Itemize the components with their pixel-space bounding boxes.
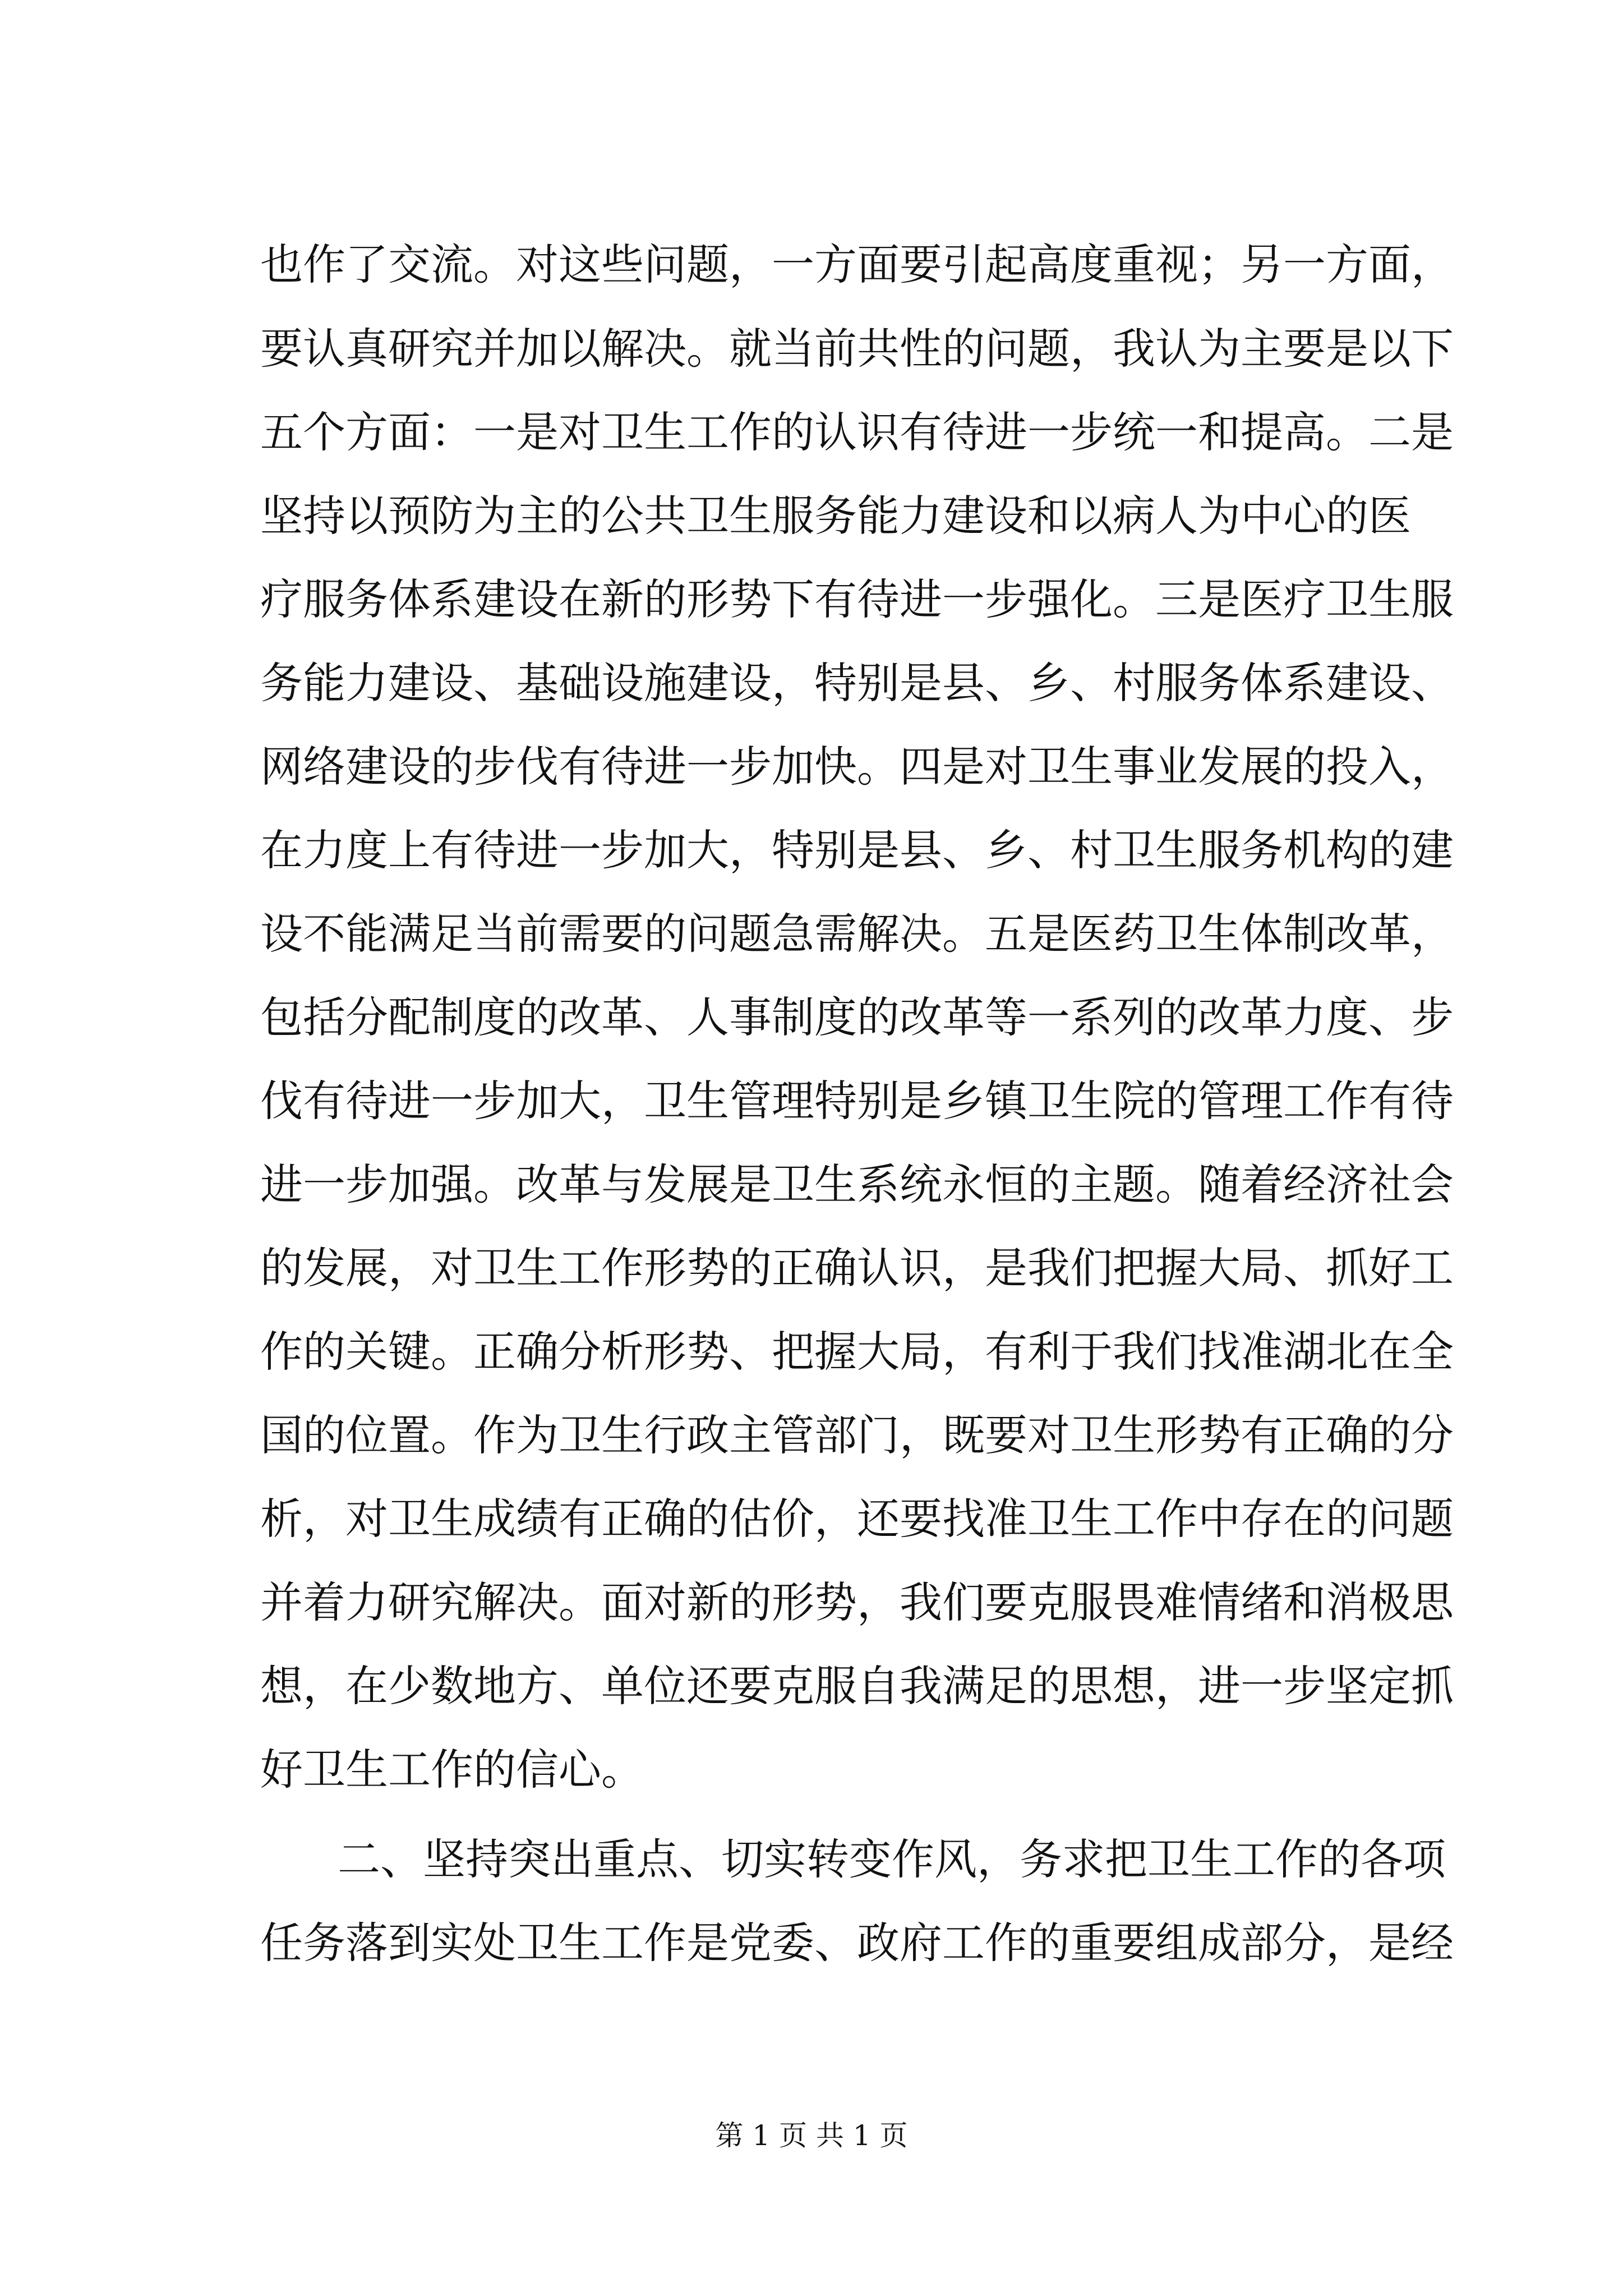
text-line: 坚持以预防为主的公共卫生服务能力建设和以病人为中心的医 — [260, 491, 1411, 541]
text-line: 网络建设的步伐有待进一步加快。四是对卫生事业发展的投入， — [260, 742, 1454, 792]
text-line: 疗服务体系建设在新的形势下有待进一步强化。三是医疗卫生服 — [260, 574, 1454, 624]
text-line: 设不能满足当前需要的问题急需解决。五是医药卫生体制改革， — [260, 909, 1454, 959]
text-line: 在力度上有待进一步加大，特别是县、乡、村卫生服务机构的建 — [260, 825, 1454, 875]
text-line: 要认真研究并加以解决。就当前共性的问题，我认为主要是以下 — [260, 324, 1454, 374]
page-footer: 第 1 页 共 1 页 — [715, 2119, 908, 2152]
text-line: 并着力研究解决。面对新的形势，我们要克服畏难情绪和消极思 — [260, 1577, 1454, 1627]
text-line: 进一步加强。改革与发展是卫生系统永恒的主题。随着经济社会 — [260, 1159, 1454, 1209]
text-line: 任务落到实处卫生工作是党委、政府工作的重要组成部分，是经 — [260, 1918, 1454, 1968]
section-heading-line: 二、坚持突出重点、切实转变作风，务求把卫生工作的各项 — [338, 1834, 1446, 1884]
text-line: 好卫生工作的信心。 — [260, 1745, 644, 1795]
text-line: 的发展，对卫生工作形势的正确认识，是我们把握大局、抓好工 — [260, 1243, 1454, 1293]
text-line: 想，在少数地方、单位还要克服自我满足的思想，进一步坚定抓 — [260, 1661, 1454, 1711]
text-line: 伐有待进一步加大，卫生管理特别是乡镇卫生院的管理工作有待 — [260, 1076, 1454, 1126]
text-line: 国的位置。作为卫生行政主管部门，既要对卫生形势有正确的分 — [260, 1410, 1454, 1460]
text-line: 作的关键。正确分析形势、把握大局，有利于我们找准湖北在全 — [260, 1327, 1454, 1377]
text-line: 析，对卫生成绩有正确的估价，还要找准卫生工作中存在的问题 — [260, 1494, 1454, 1544]
text-line: 五个方面：一是对卫生工作的认识有待进一步统一和提高。二是 — [260, 407, 1454, 457]
text-line: 包括分配制度的改革、人事制度的改革等一系列的改革力度、步 — [260, 992, 1454, 1042]
text-line: 务能力建设、基础设施建设，特别是县、乡、村服务体系建设、 — [260, 658, 1454, 708]
text-line: 也作了交流。对这些问题，一方面要引起高度重视；另一方面， — [260, 240, 1454, 289]
